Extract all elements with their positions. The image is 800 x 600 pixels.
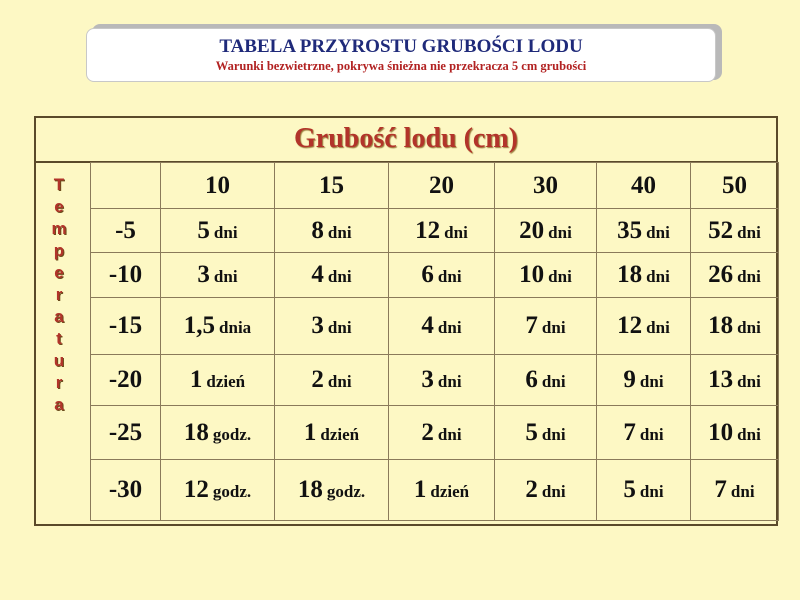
duration-cell xyxy=(495,460,597,521)
duration-unit: dni xyxy=(327,318,352,337)
duration-cell xyxy=(161,406,275,460)
duration-unit: dni xyxy=(437,267,462,286)
duration-value: 18 xyxy=(617,261,643,288)
temperature-cell: -5 xyxy=(91,209,161,253)
duration-value: 12 xyxy=(617,312,643,339)
duration-unit: dni xyxy=(327,222,352,242)
duration-value: 2 xyxy=(525,476,538,503)
column-header: 10 xyxy=(161,163,275,209)
duration-value: 5 xyxy=(197,216,210,244)
duration-unit: dni xyxy=(737,318,761,337)
table-row xyxy=(91,209,779,253)
temperature-cell: -10 xyxy=(91,253,161,298)
duration-value: 18 xyxy=(183,418,209,446)
duration-value: 52 xyxy=(708,216,734,244)
temperature-label-letter: r xyxy=(55,373,63,392)
table-row xyxy=(91,406,779,460)
duration-unit: dni xyxy=(548,222,572,242)
duration-cell xyxy=(389,253,495,298)
temperature-vertical-label xyxy=(44,174,74,416)
duration-cell xyxy=(275,355,389,406)
duration-cell xyxy=(691,355,779,406)
duration-value: 18 xyxy=(708,312,734,339)
duration-cell xyxy=(691,298,779,355)
duration-value: 7 xyxy=(525,312,538,339)
temperature-cell: -20 xyxy=(91,355,161,406)
ice-growth-table xyxy=(90,162,779,521)
table-caption: Grubość lodu (cm) xyxy=(294,123,518,154)
duration-unit: dni xyxy=(737,267,761,286)
duration-cell xyxy=(161,298,275,355)
table-row xyxy=(91,298,779,355)
temperature-label-letter: r xyxy=(55,285,63,304)
duration-unit: dni xyxy=(646,318,670,337)
duration-cell xyxy=(275,253,389,298)
duration-value: 18 xyxy=(297,476,323,503)
duration-cell xyxy=(495,298,597,355)
duration-unit: dni xyxy=(646,222,670,242)
duration-cell xyxy=(161,460,275,521)
duration-unit: dni xyxy=(437,372,462,391)
duration-value: 9 xyxy=(623,366,636,393)
duration-unit: dni xyxy=(639,482,664,501)
duration-unit: dni xyxy=(437,424,462,444)
corner-cell xyxy=(91,163,161,209)
duration-unit: godz. xyxy=(326,482,366,501)
duration-cell xyxy=(495,253,597,298)
duration-value: 10 xyxy=(708,418,734,446)
duration-value: 2 xyxy=(311,366,324,393)
duration-cell xyxy=(161,253,275,298)
duration-value: 1,5 xyxy=(183,312,216,339)
duration-value: 20 xyxy=(519,216,545,244)
duration-value: 8 xyxy=(311,216,324,244)
duration-cell xyxy=(275,406,389,460)
column-header: 15 xyxy=(275,163,389,209)
duration-cell xyxy=(597,209,691,253)
duration-value: 1 xyxy=(303,418,317,446)
duration-unit: dni xyxy=(737,222,761,242)
duration-value: 6 xyxy=(525,366,538,393)
duration-value: 2 xyxy=(421,418,434,446)
duration-unit: dni xyxy=(541,424,566,444)
duration-cell xyxy=(495,209,597,253)
duration-unit: dni xyxy=(327,267,352,286)
duration-value: 12 xyxy=(415,216,441,244)
duration-unit: dni xyxy=(639,372,664,391)
page-title: TABELA PRZYROSTU GRUBOŚCI LODU xyxy=(219,36,583,57)
duration-unit: dni xyxy=(541,372,566,391)
duration-value: 7 xyxy=(623,418,636,446)
duration-value: 3 xyxy=(421,366,434,393)
title-banner xyxy=(86,28,716,82)
duration-unit: dni xyxy=(646,267,670,286)
duration-cell xyxy=(691,253,779,298)
column-header: 40 xyxy=(597,163,691,209)
duration-unit: dni xyxy=(541,482,566,501)
temperature-label-letter: t xyxy=(56,329,62,348)
duration-value: 1 xyxy=(413,476,427,503)
temperature-cell: -25 xyxy=(91,406,161,460)
duration-unit: dni xyxy=(548,267,572,286)
duration-cell xyxy=(161,355,275,406)
duration-value: 10 xyxy=(519,261,545,288)
duration-value: 3 xyxy=(311,312,324,339)
temperature-label-letter: a xyxy=(54,307,64,326)
duration-cell xyxy=(161,209,275,253)
duration-cell xyxy=(389,209,495,253)
duration-unit: dzień xyxy=(320,424,360,444)
duration-cell xyxy=(691,209,779,253)
duration-unit: dni xyxy=(213,222,238,242)
duration-value: 6 xyxy=(421,261,434,288)
duration-value: 7 xyxy=(714,476,727,503)
duration-cell xyxy=(597,298,691,355)
page-subtitle: Warunki bezwietrzne, pokrywa śnieżna nie przekracza 5 cm grubości xyxy=(215,59,587,73)
duration-cell xyxy=(389,406,495,460)
temperature-label-letter: u xyxy=(53,351,65,370)
duration-value: 1 xyxy=(189,366,203,393)
duration-unit: dni xyxy=(437,318,462,337)
duration-cell xyxy=(275,460,389,521)
temperature-label-letter: T xyxy=(53,175,65,194)
duration-unit: dni xyxy=(730,482,755,501)
duration-cell xyxy=(597,460,691,521)
duration-cell xyxy=(389,460,495,521)
duration-cell xyxy=(691,406,779,460)
column-header: 20 xyxy=(389,163,495,209)
temperature-label-letter: a xyxy=(54,395,64,414)
temperature-label-letter: p xyxy=(53,241,65,260)
table-row xyxy=(91,460,779,521)
duration-cell xyxy=(495,355,597,406)
duration-value: 4 xyxy=(421,312,434,339)
duration-value: 12 xyxy=(183,476,209,503)
duration-unit: godz. xyxy=(212,424,252,444)
duration-value: 3 xyxy=(197,261,210,288)
temperature-cell: -15 xyxy=(91,298,161,355)
column-header: 50 xyxy=(691,163,779,209)
duration-unit: godz. xyxy=(212,482,252,501)
table-header-row xyxy=(91,163,779,209)
duration-unit: dzień xyxy=(430,482,470,501)
duration-cell xyxy=(275,298,389,355)
duration-cell xyxy=(597,355,691,406)
duration-value: 26 xyxy=(708,261,734,288)
duration-unit: dni xyxy=(737,372,761,391)
duration-cell xyxy=(691,460,779,521)
temperature-label-letter: e xyxy=(54,197,64,216)
temperature-label-letter: m xyxy=(51,219,67,238)
duration-unit: dni xyxy=(737,424,761,444)
duration-value: 13 xyxy=(708,366,734,393)
temperature-label-letter: e xyxy=(54,263,64,282)
duration-value: 4 xyxy=(311,261,324,288)
duration-cell xyxy=(389,355,495,406)
table-row xyxy=(91,253,779,298)
table-row xyxy=(91,355,779,406)
duration-value: 5 xyxy=(525,418,538,446)
duration-unit: dni xyxy=(639,424,664,444)
duration-cell xyxy=(597,253,691,298)
temperature-cell: -30 xyxy=(91,460,161,521)
duration-cell xyxy=(495,406,597,460)
duration-unit: dnia xyxy=(219,318,252,337)
duration-value: 35 xyxy=(617,216,643,244)
duration-unit: dni xyxy=(327,372,352,391)
duration-unit: dni xyxy=(213,267,238,286)
duration-unit: dni xyxy=(541,318,566,337)
column-header: 30 xyxy=(495,163,597,209)
duration-unit: dzień xyxy=(206,372,246,391)
duration-cell xyxy=(389,298,495,355)
duration-cell xyxy=(597,406,691,460)
duration-cell xyxy=(275,209,389,253)
duration-value: 5 xyxy=(623,476,636,503)
duration-unit: dni xyxy=(444,222,468,242)
